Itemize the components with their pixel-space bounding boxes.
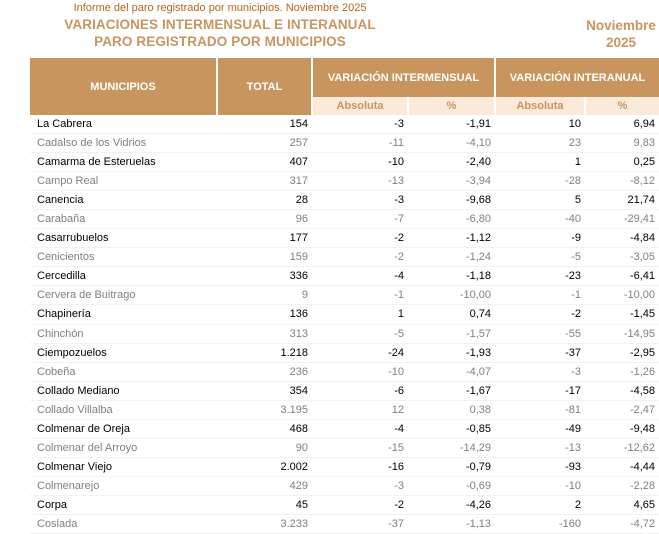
interanual-absoluta-cell: -55 [495,324,585,343]
intermensual-absoluta-cell: -3 [312,476,408,495]
intermensual-absoluta-cell: -10 [312,153,408,172]
interanual-absoluta-cell: -23 [495,267,585,286]
intermensual-percent-cell: 0,38 [408,400,495,419]
total-cell: 90 [217,438,312,457]
total-cell: 96 [217,210,312,229]
municipio-cell: Colmenar Viejo [30,457,217,476]
intermensual-absoluta-cell: -11 [312,134,408,153]
intermensual-absoluta-cell: -2 [312,229,408,248]
report-title: Informe del paro registrado por municipios. Noviembre 2025 [73,2,367,14]
interanual-percent-cell: -29,41 [585,210,659,229]
intermensual-absoluta-cell: -10 [312,362,408,381]
total-cell: 154 [217,115,312,134]
interanual-absoluta-cell: -49 [495,419,585,438]
intermensual-absoluta-cell: -37 [312,514,408,533]
intermensual-percent-cell: -1,67 [408,381,495,400]
municipio-cell: La Cabrera [30,115,217,134]
interanual-absoluta-cell: -1 [495,286,585,305]
municipio-cell: Collado Mediano [30,381,217,400]
table-body [30,115,659,534]
intermensual-percent-cell: -4,07 [408,362,495,381]
interanual-percent-cell: -2,95 [585,343,659,362]
table-row [30,172,659,191]
total-cell: 28 [217,191,312,210]
intermensual-percent-cell: -3,94 [408,172,495,191]
interanual-percent-cell: -2,28 [585,476,659,495]
municipio-cell: Campo Real [30,172,217,191]
total-cell: 236 [217,362,312,381]
interanual-absoluta-cell: -28 [495,172,585,191]
interanual-percent-cell: -9,48 [585,419,659,438]
intermensual-percent-cell: -14,29 [408,438,495,457]
intermensual-absoluta-cell: 1 [312,305,408,324]
total-cell: 336 [217,267,312,286]
total-cell: 468 [217,419,312,438]
interanual-percent-cell: -3,05 [585,248,659,267]
interanual-absoluta-cell: -5 [495,248,585,267]
period-year: 2025 [605,35,637,50]
subheader-im-percent: % [408,97,495,115]
table-row [30,267,659,286]
table-row [30,210,659,229]
main-title [0,16,440,50]
interanual-absoluta-cell: -17 [495,381,585,400]
intermensual-absoluta-cell: -13 [312,172,408,191]
intermensual-percent-cell: -1,57 [408,324,495,343]
intermensual-absoluta-cell: -15 [312,438,408,457]
interanual-percent-cell: -10,00 [585,286,659,305]
total-cell: 407 [217,153,312,172]
interanual-percent-cell: -1,45 [585,305,659,324]
table-row [30,457,659,476]
header-total: TOTAL [217,58,312,115]
municipio-cell: Ciempozuelos [30,343,217,362]
total-cell: 257 [217,134,312,153]
table-row [30,514,659,533]
intermensual-percent-cell: -0,69 [408,476,495,495]
interanual-absoluta-cell: 1 [495,153,585,172]
municipio-cell: Chapinería [30,305,217,324]
table-row [30,381,659,400]
total-cell: 354 [217,381,312,400]
intermensual-absoluta-cell: -6 [312,381,408,400]
interanual-absoluta-cell: 5 [495,191,585,210]
table-row [30,495,659,514]
intermensual-percent-cell: -1,91 [408,115,495,134]
interanual-percent-cell: -12,62 [585,438,659,457]
table-row [30,115,659,134]
total-cell: 1.218 [217,343,312,362]
interanual-percent-cell: -2,47 [585,400,659,419]
table-row [30,419,659,438]
intermensual-absoluta-cell: -7 [312,210,408,229]
municipio-cell: Casarrubuelos [30,229,217,248]
interanual-absoluta-cell: -160 [495,514,585,533]
intermensual-percent-cell: -9,68 [408,191,495,210]
table-row [30,438,659,457]
total-cell: 2.002 [217,457,312,476]
header-interanual: VARIACIÓN INTERANUAL [495,58,659,97]
intermensual-absoluta-cell: -3 [312,115,408,134]
total-cell: 159 [217,248,312,267]
table-row [30,286,659,305]
municipio-cell: Carabaña [30,210,217,229]
interanual-absoluta-cell: -10 [495,476,585,495]
municipio-cell: Colmenar de Oreja [30,419,217,438]
municipio-cell: Colmenarejo [30,476,217,495]
interanual-percent-cell: -4,72 [585,514,659,533]
interanual-percent-cell: 6,94 [585,115,659,134]
interanual-absoluta-cell: -13 [495,438,585,457]
intermensual-percent-cell: -4,26 [408,495,495,514]
interanual-absoluta-cell: -93 [495,457,585,476]
intermensual-absoluta-cell: -1 [312,286,408,305]
interanual-absoluta-cell: -40 [495,210,585,229]
total-cell: 177 [217,229,312,248]
table-row [30,343,659,362]
interanual-absoluta-cell: 2 [495,495,585,514]
intermensual-absoluta-cell: -2 [312,248,408,267]
interanual-absoluta-cell: -81 [495,400,585,419]
table-row [30,134,659,153]
header-intermensual: VARIACIÓN INTERMENSUAL [312,58,495,97]
municipio-cell: Cobeña [30,362,217,381]
title-line-1: VARIACIONES INTERMENSUAL E INTERANUAL [64,17,376,32]
municipio-cell: Colmenar del Arroyo [30,438,217,457]
interanual-percent-cell: -14,95 [585,324,659,343]
interanual-absoluta-cell: -2 [495,305,585,324]
municipio-cell: Canencia [30,191,217,210]
interanual-absoluta-cell: -3 [495,362,585,381]
intermensual-percent-cell: -1,24 [408,248,495,267]
interanual-percent-cell: 0,25 [585,153,659,172]
period-month: Noviembre [586,18,656,33]
table-row [30,476,659,495]
intermensual-absoluta-cell: -5 [312,324,408,343]
title-line-2: PARO REGISTRADO POR MUNICIPIOS [94,34,346,49]
interanual-percent-cell: -4,84 [585,229,659,248]
interanual-absoluta-cell: -9 [495,229,585,248]
total-cell: 429 [217,476,312,495]
intermensual-percent-cell: -0,79 [408,457,495,476]
interanual-percent-cell: -4,58 [585,381,659,400]
table-row [30,191,659,210]
table-row [30,248,659,267]
municipio-cell: Cadalso de los Vidrios [30,134,217,153]
intermensual-percent-cell: -10,00 [408,286,495,305]
table-row [30,324,659,343]
total-cell: 136 [217,305,312,324]
intermensual-absoluta-cell: -2 [312,495,408,514]
interanual-percent-cell: 9,83 [585,134,659,153]
intermensual-percent-cell: 0,74 [408,305,495,324]
period [545,17,657,51]
interanual-absoluta-cell: -37 [495,343,585,362]
total-cell: 317 [217,172,312,191]
interanual-percent-cell: 21,74 [585,191,659,210]
subheader-im-absoluta: Absoluta [312,97,408,115]
table-row [30,362,659,381]
header-municipios: MUNICIPIOS [30,58,217,115]
total-cell: 3.233 [217,514,312,533]
interanual-absoluta-cell: 10 [495,115,585,134]
intermensual-percent-cell: -6,80 [408,210,495,229]
interanual-percent-cell: -4,44 [585,457,659,476]
subheader-ia-absoluta: Absoluta [495,97,585,115]
municipio-cell: Camarma de Esteruelas [30,153,217,172]
intermensual-percent-cell: -1,93 [408,343,495,362]
municipio-cell: Cenicientos [30,248,217,267]
intermensual-percent-cell: -2,40 [408,153,495,172]
intermensual-percent-cell: -1,18 [408,267,495,286]
interanual-percent-cell: -8,12 [585,172,659,191]
municipio-cell: Cercedilla [30,267,217,286]
total-cell: 45 [217,495,312,514]
total-cell: 9 [217,286,312,305]
intermensual-percent-cell: -0,85 [408,419,495,438]
interanual-absoluta-cell: 23 [495,134,585,153]
intermensual-absoluta-cell: 12 [312,400,408,419]
table-row [30,305,659,324]
municipio-cell: Corpa [30,495,217,514]
intermensual-absoluta-cell: -4 [312,267,408,286]
interanual-percent-cell: 4,65 [585,495,659,514]
subheader-ia-percent: % [585,97,659,115]
interanual-percent-cell: -6,41 [585,267,659,286]
intermensual-absoluta-cell: -24 [312,343,408,362]
total-cell: 313 [217,324,312,343]
intermensual-absoluta-cell: -3 [312,191,408,210]
table-row [30,400,659,419]
intermensual-percent-cell: -1,12 [408,229,495,248]
municipio-cell: Chinchón [30,324,217,343]
municipio-cell: Coslada [30,514,217,533]
intermensual-absoluta-cell: -16 [312,457,408,476]
intermensual-percent-cell: -4,10 [408,134,495,153]
table-row [30,153,659,172]
intermensual-absoluta-cell: -4 [312,419,408,438]
table-row [30,229,659,248]
municipio-cell: Cervera de Buitrago [30,286,217,305]
municipios-table [30,58,659,534]
intermensual-percent-cell: -1,13 [408,514,495,533]
municipio-cell: Collado Villalba [30,400,217,419]
total-cell: 3.195 [217,400,312,419]
interanual-percent-cell: -1,26 [585,362,659,381]
